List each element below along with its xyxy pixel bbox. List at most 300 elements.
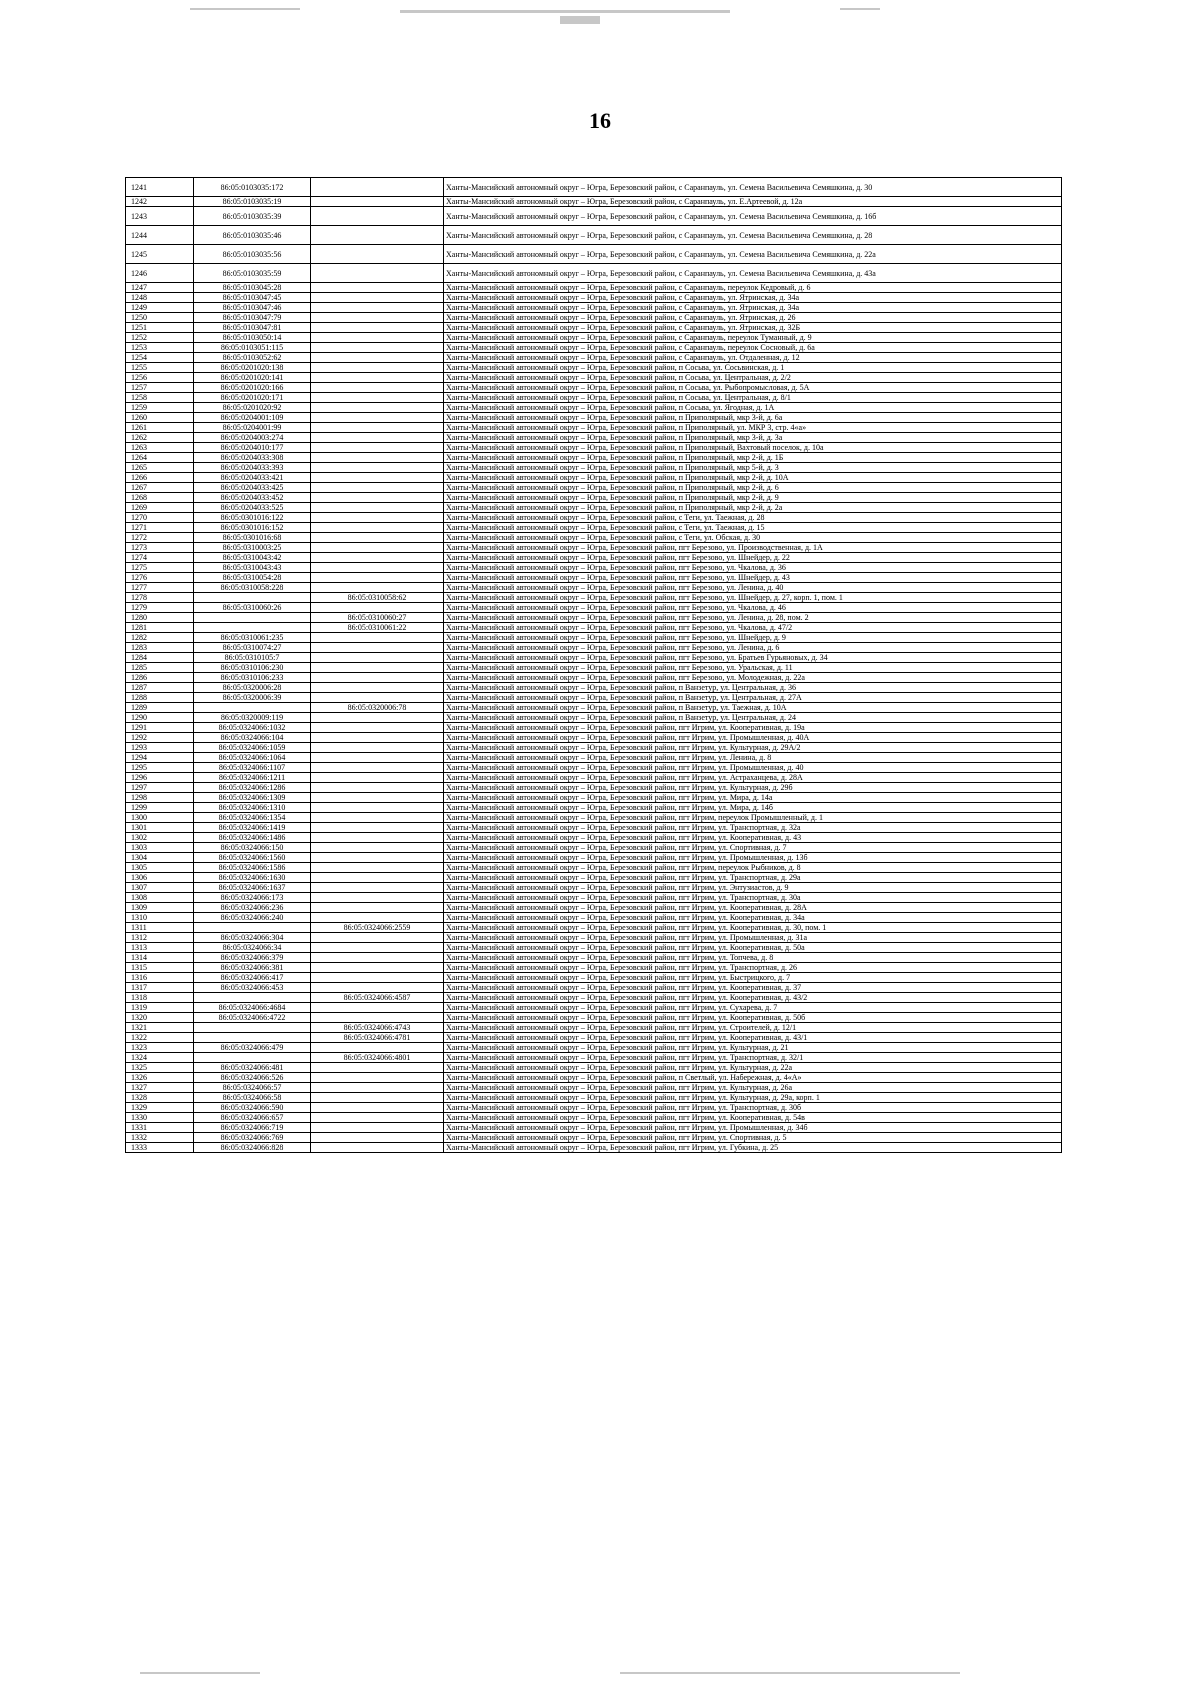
cadastral-number-cell: 86:05:0103051:115 [194, 343, 311, 353]
premises-cadastral-number-cell: 86:05:0324066:4743 [311, 1023, 444, 1033]
table-row [126, 433, 1062, 443]
row-number-cell: 1262 [126, 433, 194, 443]
table-row [126, 443, 1062, 453]
premises-cadastral-number-cell [311, 1013, 444, 1023]
table-row [126, 383, 1062, 393]
premises-cadastral-number-cell [311, 513, 444, 523]
address-cell: Ханты-Мансийский автономный округ – Югра, Березовский район, пгт Игрим, ул. Кооперативная, д. 19а [444, 723, 1062, 733]
premises-cadastral-number-cell [311, 1143, 444, 1153]
row-number-cell: 1268 [126, 493, 194, 503]
cadastral-number-cell: 86:05:0324066:479 [194, 1043, 311, 1053]
cadastral-number-cell: 86:05:0103047:46 [194, 303, 311, 313]
cadastral-number-cell: 86:05:0204010:177 [194, 443, 311, 453]
address-cell: Ханты-Мансийский автономный округ – Югра, Березовский район, пгт Игрим, ул. Кооперативная, д. 50а [444, 943, 1062, 953]
address-cell: Ханты-Мансийский автономный округ – Югра, Березовский район, с Саранпауль, ул. Семена Васильевича Семяшкина, д. 16б [444, 207, 1062, 226]
premises-cadastral-number-cell [311, 603, 444, 613]
premises-cadastral-number-cell [311, 413, 444, 423]
table-row [126, 1043, 1062, 1053]
cadastral-number-cell [194, 623, 311, 633]
table-row [126, 1073, 1062, 1083]
row-number-cell: 1301 [126, 823, 194, 833]
table-row [126, 963, 1062, 973]
row-number-cell: 1288 [126, 693, 194, 703]
premises-cadastral-number-cell [311, 643, 444, 653]
table-row [126, 993, 1062, 1003]
table-row [126, 713, 1062, 723]
cadastral-number-cell: 86:05:0324066:1032 [194, 723, 311, 733]
address-cell: Ханты-Мансийский автономный округ – Югра, Березовский район, с Саранпауль, переулок Туманный, д. 9 [444, 333, 1062, 343]
address-cell: Ханты-Мансийский автономный округ – Югра, Березовский район, п Светлый, ул. Набережная, д. 4«А» [444, 1073, 1062, 1083]
premises-cadastral-number-cell [311, 383, 444, 393]
premises-cadastral-number-cell: 86:05:0324066:4781 [311, 1033, 444, 1043]
table-row [126, 603, 1062, 613]
premises-cadastral-number-cell [311, 633, 444, 643]
address-cell: Ханты-Мансийский автономный округ – Югра, Березовский район, с Саранпауль, переулок Кедровый, д. 6 [444, 283, 1062, 293]
table-row [126, 913, 1062, 923]
cadastral-number-cell: 86:05:0103035:39 [194, 207, 311, 226]
row-number-cell: 1257 [126, 383, 194, 393]
premises-cadastral-number-cell [311, 264, 444, 283]
premises-cadastral-number-cell [311, 313, 444, 323]
row-number-cell: 1308 [126, 893, 194, 903]
address-cell: Ханты-Мансийский автономный округ – Югра, Березовский район, пгт Игрим, ул. Транспортная, д. 32а [444, 823, 1062, 833]
table-row [126, 723, 1062, 733]
row-number-cell: 1250 [126, 313, 194, 323]
cadastral-number-cell: 86:05:0310058:228 [194, 583, 311, 593]
row-number-cell: 1253 [126, 343, 194, 353]
premises-cadastral-number-cell [311, 543, 444, 553]
table-row [126, 953, 1062, 963]
cadastral-number-cell [194, 703, 311, 713]
table-row [126, 1143, 1062, 1153]
table-row [126, 633, 1062, 643]
cadastral-number-cell: 86:05:0324066:1560 [194, 853, 311, 863]
table-row [126, 393, 1062, 403]
cadastral-number-cell: 86:05:0301016:122 [194, 513, 311, 523]
premises-cadastral-number-cell [311, 943, 444, 953]
row-number-cell: 1269 [126, 503, 194, 513]
table-row [126, 245, 1062, 264]
cadastral-number-cell: 86:05:0324066:1354 [194, 813, 311, 823]
address-cell: Ханты-Мансийский автономный округ – Югра, Березовский район, пгт Игрим, ул. Губкина, д. 25 [444, 1143, 1062, 1153]
row-number-cell: 1304 [126, 853, 194, 863]
row-number-cell: 1318 [126, 993, 194, 1003]
row-number-cell: 1260 [126, 413, 194, 423]
cadastral-number-cell: 86:05:0324066:150 [194, 843, 311, 853]
row-number-cell: 1310 [126, 913, 194, 923]
table-row [126, 793, 1062, 803]
cadastral-number-cell: 86:05:0103045:28 [194, 283, 311, 293]
address-cell: Ханты-Мансийский автономный округ – Югра, Березовский район, с Саранпауль, переулок Сосновый, д. 6а [444, 343, 1062, 353]
scan-artifact-top [400, 10, 730, 13]
address-cell: Ханты-Мансийский автономный округ – Югра, Березовский район, пгт Игрим, ул. Топчева, д. 8 [444, 953, 1062, 963]
row-number-cell: 1331 [126, 1123, 194, 1133]
table-row [126, 1013, 1062, 1023]
cadastral-number-cell [194, 993, 311, 1003]
cadastral-number-cell: 86:05:0324066:769 [194, 1133, 311, 1143]
table-row [126, 813, 1062, 823]
table-row [126, 1023, 1062, 1033]
table-row [126, 743, 1062, 753]
table-row [126, 264, 1062, 283]
table-row [126, 973, 1062, 983]
address-cell: Ханты-Мансийский автономный округ – Югра, Березовский район, п Сосьва, ул. Центральная, д. 8/1 [444, 393, 1062, 403]
premises-cadastral-number-cell [311, 783, 444, 793]
address-cell: Ханты-Мансийский автономный округ – Югра, Березовский район, с Саранпауль, ул. Семена Васильевича Семяшкина, д. 43а [444, 264, 1062, 283]
address-cell: Ханты-Мансийский автономный округ – Югра, Березовский район, пгт Игрим, ул. Промышленная, д. 34б [444, 1123, 1062, 1133]
cadastral-number-cell [194, 923, 311, 933]
premises-cadastral-number-cell [311, 483, 444, 493]
table-row [126, 763, 1062, 773]
cadastral-number-cell: 86:05:0103047:45 [194, 293, 311, 303]
address-cell: Ханты-Мансийский автономный округ – Югра, Березовский район, п Приполярный, мкр 2-й, д. 2а [444, 503, 1062, 513]
address-cell: Ханты-Мансийский автономный округ – Югра, Березовский район, пгт Игрим, ул. Мира, д. 14а [444, 793, 1062, 803]
cadastral-number-cell: 86:05:0204033:452 [194, 493, 311, 503]
row-number-cell: 1297 [126, 783, 194, 793]
row-number-cell: 1300 [126, 813, 194, 823]
table-row [126, 893, 1062, 903]
table-row [126, 343, 1062, 353]
table-row [126, 803, 1062, 813]
cadastral-number-cell: 86:05:0324066:240 [194, 913, 311, 923]
cadastral-number-cell: 86:05:0103035:59 [194, 264, 311, 283]
address-cell: Ханты-Мансийский автономный округ – Югра, Березовский район, с Саранпауль, ул. Отдаленная, д. 12 [444, 353, 1062, 363]
address-cell: Ханты-Мансийский автономный округ – Югра, Березовский район, пгт Березово, ул. Шнейдер, д. 43 [444, 573, 1062, 583]
premises-cadastral-number-cell [311, 1003, 444, 1013]
table-row [126, 923, 1062, 933]
row-number-cell: 1312 [126, 933, 194, 943]
address-cell: Ханты-Мансийский автономный округ – Югра, Березовский район, п Ванзетур, ул. Таежная, д. 10А [444, 703, 1062, 713]
premises-cadastral-number-cell [311, 373, 444, 383]
cadastral-number-cell: 86:05:0324066:1211 [194, 773, 311, 783]
table-row [126, 333, 1062, 343]
row-number-cell: 1249 [126, 303, 194, 313]
table-row [126, 613, 1062, 623]
premises-cadastral-number-cell [311, 493, 444, 503]
cadastral-number-cell: 86:05:0310106:230 [194, 663, 311, 673]
page-number: 16 [589, 108, 611, 133]
premises-cadastral-number-cell [311, 663, 444, 673]
cadastral-number-cell: 86:05:0204033:308 [194, 453, 311, 463]
cadastral-number-cell: 86:05:0310003:25 [194, 543, 311, 553]
table-row [126, 1033, 1062, 1043]
table-row [126, 303, 1062, 313]
row-number-cell: 1259 [126, 403, 194, 413]
table-row [126, 373, 1062, 383]
row-number-cell: 1319 [126, 1003, 194, 1013]
row-number-cell: 1292 [126, 733, 194, 743]
table-row [126, 753, 1062, 763]
premises-cadastral-number-cell [311, 433, 444, 443]
premises-cadastral-number-cell [311, 283, 444, 293]
premises-cadastral-number-cell [311, 973, 444, 983]
premises-cadastral-number-cell [311, 423, 444, 433]
table-row [126, 643, 1062, 653]
premises-cadastral-number-cell [311, 1073, 444, 1083]
table-row [126, 873, 1062, 883]
premises-cadastral-number-cell [311, 813, 444, 823]
row-number-cell: 1307 [126, 883, 194, 893]
address-cell: Ханты-Мансийский автономный округ – Югра, Березовский район, пгт Березово, ул. Чкалова, д. 46 [444, 603, 1062, 613]
table-row [126, 1113, 1062, 1123]
premises-cadastral-number-cell [311, 773, 444, 783]
table-row [126, 533, 1062, 543]
address-cell: Ханты-Мансийский автономный округ – Югра, Березовский район, пгт Игрим, ул. Строителей, д. 12/1 [444, 1023, 1062, 1033]
premises-cadastral-number-cell [311, 1133, 444, 1143]
address-cell: Ханты-Мансийский автономный округ – Югра, Березовский район, п Приполярный, мкр 3-й, д. 3а [444, 433, 1062, 443]
premises-cadastral-number-cell [311, 693, 444, 703]
address-cell: Ханты-Мансийский автономный округ – Югра, Березовский район, пгт Игрим, ул. Кооперативная, д. 43/2 [444, 993, 1062, 1003]
row-number-cell: 1305 [126, 863, 194, 873]
cadastral-number-cell: 86:05:0103050:14 [194, 333, 311, 343]
premises-cadastral-number-cell [311, 553, 444, 563]
row-number-cell: 1243 [126, 207, 194, 226]
cadastral-number-cell: 86:05:0310060:26 [194, 603, 311, 613]
row-number-cell: 1296 [126, 773, 194, 783]
row-number-cell: 1270 [126, 513, 194, 523]
cadastral-number-cell: 86:05:0324066:4722 [194, 1013, 311, 1023]
scan-artifact-top [190, 8, 300, 10]
premises-cadastral-number-cell: 86:05:0310060:27 [311, 613, 444, 623]
row-number-cell: 1309 [126, 903, 194, 913]
cadastral-number-cell [194, 1033, 311, 1043]
address-cell: Ханты-Мансийский автономный округ – Югра, Березовский район, пгт Березово, ул. Шнейдер, д. 9 [444, 633, 1062, 643]
premises-cadastral-number-cell [311, 733, 444, 743]
cadastral-number-cell: 86:05:0310043:43 [194, 563, 311, 573]
row-number-cell: 1294 [126, 753, 194, 763]
row-number-cell: 1298 [126, 793, 194, 803]
table-row [126, 1133, 1062, 1143]
cadastral-number-cell: 86:05:0324066:1630 [194, 873, 311, 883]
cadastral-number-cell: 86:05:0324066:526 [194, 1073, 311, 1083]
cadastral-number-cell: 86:05:0324066:1059 [194, 743, 311, 753]
address-cell: Ханты-Мансийский автономный округ – Югра, Березовский район, пгт Березово, ул. Производственная, д. 1А [444, 543, 1062, 553]
row-number-cell: 1271 [126, 523, 194, 533]
address-cell: Ханты-Мансийский автономный округ – Югра, Березовский район, пгт Игрим, ул. Кооперативная, д. 54в [444, 1113, 1062, 1123]
row-number-cell: 1274 [126, 553, 194, 563]
table-row [126, 843, 1062, 853]
address-cell: Ханты-Мансийский автономный округ – Югра, Березовский район, с Теги, ул. Обская, д. 30 [444, 533, 1062, 543]
address-cell: Ханты-Мансийский автономный округ – Югра, Березовский район, с Теги, ул. Таежная, д. 15 [444, 523, 1062, 533]
address-cell: Ханты-Мансийский автономный округ – Югра, Березовский район, пгт Березово, ул. Чкалова, д. 47/2 [444, 623, 1062, 633]
property-registry-table [125, 177, 1062, 1153]
address-cell: Ханты-Мансийский автономный округ – Югра, Березовский район, пгт Игрим, переулок Промышленный, д. 1 [444, 813, 1062, 823]
cadastral-number-cell: 86:05:0324066:828 [194, 1143, 311, 1153]
cadastral-number-cell: 86:05:0324066:34 [194, 943, 311, 953]
premises-cadastral-number-cell [311, 793, 444, 803]
cadastral-number-cell: 86:05:0103035:19 [194, 197, 311, 207]
cadastral-number-cell: 86:05:0324066:381 [194, 963, 311, 973]
cadastral-number-cell: 86:05:0324066:590 [194, 1103, 311, 1113]
address-cell: Ханты-Мансийский автономный округ – Югра, Березовский район, пгт Игрим, ул. Ленина, д. 8 [444, 753, 1062, 763]
premises-cadastral-number-cell [311, 343, 444, 353]
row-number-cell: 1324 [126, 1053, 194, 1063]
table-row [126, 178, 1062, 197]
row-number-cell: 1279 [126, 603, 194, 613]
table-row [126, 833, 1062, 843]
cadastral-number-cell: 86:05:0310043:42 [194, 553, 311, 563]
premises-cadastral-number-cell [311, 473, 444, 483]
address-cell: Ханты-Мансийский автономный округ – Югра, Березовский район, с Саранпауль, ул. Семена Васильевича Семяшкина, д. 28 [444, 226, 1062, 245]
address-cell: Ханты-Мансийский автономный округ – Югра, Березовский район, пгт Игрим, ул. Кооперативная, д. 37 [444, 983, 1062, 993]
cadastral-number-cell: 86:05:0201020:138 [194, 363, 311, 373]
premises-cadastral-number-cell [311, 523, 444, 533]
row-number-cell: 1332 [126, 1133, 194, 1143]
cadastral-number-cell: 86:05:0204033:425 [194, 483, 311, 493]
row-number-cell: 1266 [126, 473, 194, 483]
address-cell: Ханты-Мансийский автономный округ – Югра, Березовский район, пгт Игрим, ул. Культурная, д. 21 [444, 1043, 1062, 1053]
address-cell: Ханты-Мансийский автономный округ – Югра, Березовский район, пгт Игрим, ул. Кооперативная, д. 43/1 [444, 1033, 1062, 1043]
cadastral-number-cell: 86:05:0320006:28 [194, 683, 311, 693]
table-row [126, 1003, 1062, 1013]
address-cell: Ханты-Мансийский автономный округ – Югра, Березовский район, пгт Игрим, ул. Астраханцева, д. 28А [444, 773, 1062, 783]
row-number-cell: 1264 [126, 453, 194, 463]
address-cell: Ханты-Мансийский автономный округ – Югра, Березовский район, пгт Игрим, ул. Кооперативная, д. 30, пом. 1 [444, 923, 1062, 933]
row-number-cell: 1258 [126, 393, 194, 403]
row-number-cell: 1277 [126, 583, 194, 593]
cadastral-number-cell: 86:05:0324066:1107 [194, 763, 311, 773]
cadastral-number-cell: 86:05:0324066:57 [194, 1083, 311, 1093]
row-number-cell: 1323 [126, 1043, 194, 1053]
premises-cadastral-number-cell [311, 363, 444, 373]
table-row [126, 463, 1062, 473]
cadastral-number-cell: 86:05:0310061:235 [194, 633, 311, 643]
address-cell: Ханты-Мансийский автономный округ – Югра, Березовский район, п Сосьва, ул. Ягодная, д. 1А [444, 403, 1062, 413]
address-cell: Ханты-Мансийский автономный округ – Югра, Березовский район, пгт Игрим, ул. Мира, д. 14б [444, 803, 1062, 813]
row-number-cell: 1314 [126, 953, 194, 963]
table-row [126, 1103, 1062, 1113]
address-cell: Ханты-Мансийский автономный округ – Югра, Березовский район, пгт Березово, ул. Чкалова, д. 36 [444, 563, 1062, 573]
cadastral-number-cell: 86:05:0201020:92 [194, 403, 311, 413]
address-cell: Ханты-Мансийский автономный округ – Югра, Березовский район, пгт Игрим, ул. Спортивная, д. 7 [444, 843, 1062, 853]
row-number-cell: 1321 [126, 1023, 194, 1033]
cadastral-number-cell: 86:05:0310074:27 [194, 643, 311, 653]
table-row [126, 403, 1062, 413]
row-number-cell: 1245 [126, 245, 194, 264]
premises-cadastral-number-cell [311, 743, 444, 753]
row-number-cell: 1281 [126, 623, 194, 633]
address-cell: Ханты-Мансийский автономный округ – Югра, Березовский район, с Саранпауль, ул. Е.Артеевой, д. 12а [444, 197, 1062, 207]
address-cell: Ханты-Мансийский автономный округ – Югра, Березовский район, пгт Березово, ул. Шнейдер, д. 27, корп. 1, пом. 1 [444, 593, 1062, 603]
premises-cadastral-number-cell [311, 1093, 444, 1103]
table-row [126, 1083, 1062, 1093]
row-number-cell: 1290 [126, 713, 194, 723]
row-number-cell: 1265 [126, 463, 194, 473]
premises-cadastral-number-cell [311, 207, 444, 226]
address-cell: Ханты-Мансийский автономный округ – Югра, Березовский район, с Саранпауль, ул. Семена Васильевича Семяшкина, д. 22а [444, 245, 1062, 264]
table-row [126, 493, 1062, 503]
row-number-cell: 1333 [126, 1143, 194, 1153]
premises-cadastral-number-cell [311, 653, 444, 663]
row-number-cell: 1306 [126, 873, 194, 883]
cadastral-number-cell: 86:05:0324066:379 [194, 953, 311, 963]
cadastral-number-cell: 86:05:0320006:39 [194, 693, 311, 703]
address-cell: Ханты-Мансийский автономный округ – Югра, Березовский район, пгт Березово, ул. Ленина, д. 28, пом. 2 [444, 613, 1062, 623]
address-cell: Ханты-Мансийский автономный округ – Югра, Березовский район, п Приполярный, мкр 2-й, д. 1Б [444, 453, 1062, 463]
premises-cadastral-number-cell [311, 803, 444, 813]
address-cell: Ханты-Мансийский автономный округ – Югра, Березовский район, пгт Игрим, ул. Культурная, д. 29А/2 [444, 743, 1062, 753]
table-row [126, 363, 1062, 373]
address-cell: Ханты-Мансийский автономный округ – Югра, Березовский район, пгт Игрим, ул. Культурная, д. 29а, корп. 1 [444, 1093, 1062, 1103]
address-cell: Ханты-Мансийский автономный округ – Югра, Березовский район, пгт Березово, ул. Ленина, д. 40 [444, 583, 1062, 593]
cadastral-number-cell: 86:05:0301016:68 [194, 533, 311, 543]
premises-cadastral-number-cell [311, 197, 444, 207]
cadastral-number-cell: 86:05:0324066:1586 [194, 863, 311, 873]
row-number-cell: 1326 [126, 1073, 194, 1083]
table-row [126, 903, 1062, 913]
premises-cadastral-number-cell [311, 245, 444, 264]
address-cell: Ханты-Мансийский автономный округ – Югра, Березовский район, пгт Игрим, ул. Промышленная, д. 31а [444, 933, 1062, 943]
row-number-cell: 1282 [126, 633, 194, 643]
address-cell: Ханты-Мансийский автономный округ – Югра, Березовский район, пгт Игрим, переулок Рыбников, д. 8 [444, 863, 1062, 873]
cadastral-number-cell: 86:05:0324066:236 [194, 903, 311, 913]
row-number-cell: 1316 [126, 973, 194, 983]
row-number-cell: 1285 [126, 663, 194, 673]
row-number-cell: 1311 [126, 923, 194, 933]
cadastral-number-cell: 86:05:0324066:104 [194, 733, 311, 743]
address-cell: Ханты-Мансийский автономный округ – Югра, Березовский район, п Приполярный, мкр 5-й, д. 3 [444, 463, 1062, 473]
table-row [126, 553, 1062, 563]
row-number-cell: 1247 [126, 283, 194, 293]
table-row [126, 207, 1062, 226]
premises-cadastral-number-cell [311, 763, 444, 773]
cadastral-number-cell: 86:05:0201020:141 [194, 373, 311, 383]
premises-cadastral-number-cell [311, 323, 444, 333]
row-number-cell: 1303 [126, 843, 194, 853]
premises-cadastral-number-cell [311, 823, 444, 833]
row-number-cell: 1276 [126, 573, 194, 583]
table-row [126, 583, 1062, 593]
table-row [126, 513, 1062, 523]
table-row [126, 226, 1062, 245]
row-number-cell: 1295 [126, 763, 194, 773]
table-row [126, 783, 1062, 793]
address-cell: Ханты-Мансийский автономный округ – Югра, Березовский район, с Саранпауль, ул. Ятринская, д. 34а [444, 303, 1062, 313]
table-row [126, 453, 1062, 463]
row-number-cell: 1289 [126, 703, 194, 713]
premises-cadastral-number-cell: 86:05:0310061:22 [311, 623, 444, 633]
premises-cadastral-number-cell [311, 673, 444, 683]
table-row [126, 483, 1062, 493]
premises-cadastral-number-cell [311, 903, 444, 913]
cadastral-number-cell: 86:05:0204003:274 [194, 433, 311, 443]
cadastral-number-cell: 86:05:0324066:657 [194, 1113, 311, 1123]
row-number-cell: 1255 [126, 363, 194, 373]
table-row [126, 293, 1062, 303]
premises-cadastral-number-cell [311, 403, 444, 413]
row-number-cell: 1267 [126, 483, 194, 493]
premises-cadastral-number-cell [311, 353, 444, 363]
premises-cadastral-number-cell [311, 583, 444, 593]
row-number-cell: 1275 [126, 563, 194, 573]
cadastral-number-cell: 86:05:0324066:453 [194, 983, 311, 993]
premises-cadastral-number-cell [311, 1113, 444, 1123]
row-number-cell: 1244 [126, 226, 194, 245]
premises-cadastral-number-cell [311, 303, 444, 313]
address-cell: Ханты-Мансийский автономный округ – Югра, Березовский район, пгт Березово, ул. Братьев Гурьяновых, д. 34 [444, 653, 1062, 663]
table-row [126, 313, 1062, 323]
row-number-cell: 1283 [126, 643, 194, 653]
row-number-cell: 1251 [126, 323, 194, 333]
premises-cadastral-number-cell [311, 443, 444, 453]
cadastral-number-cell: 86:05:0204001:109 [194, 413, 311, 423]
table-row [126, 1053, 1062, 1063]
cadastral-number-cell [194, 593, 311, 603]
cadastral-number-cell: 86:05:0324066:719 [194, 1123, 311, 1133]
address-cell: Ханты-Мансийский автономный округ – Югра, Березовский район, пгт Игрим, ул. Культурная, д. 26а [444, 1083, 1062, 1093]
table-row [126, 683, 1062, 693]
address-cell: Ханты-Мансийский автономный округ – Югра, Березовский район, п Ванзетур, ул. Центральная, д. 36 [444, 683, 1062, 693]
